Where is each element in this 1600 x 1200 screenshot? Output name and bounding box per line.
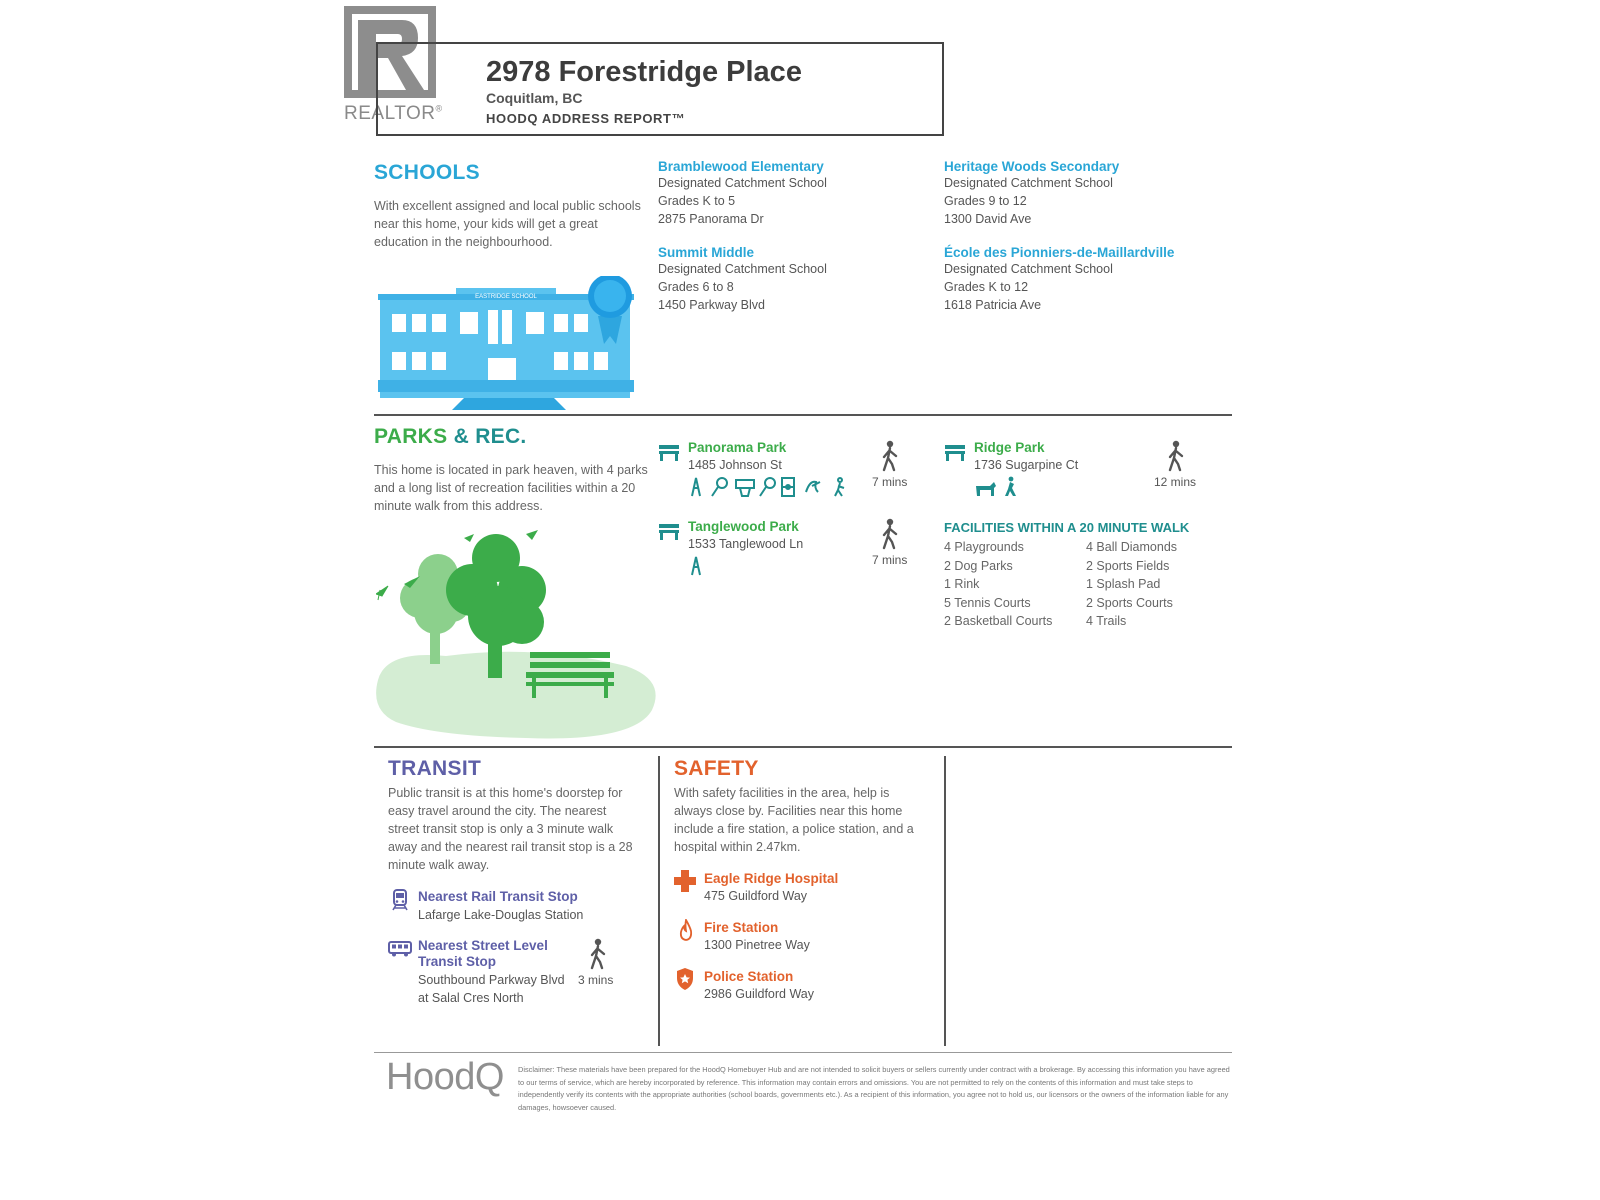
police-badge-icon (676, 968, 694, 990)
park-bench-icon (944, 443, 966, 461)
park-address: 1736 Sugarpine Ct (974, 458, 1079, 472)
train-icon (392, 889, 408, 911)
playground-icon (688, 555, 708, 577)
transit-heading: TRANSIT (388, 757, 482, 780)
list-item: 2 Dog Parks (944, 558, 1013, 573)
park-amenities-icons (974, 476, 1024, 498)
hospital-cross-icon (674, 870, 696, 892)
section-divider (374, 746, 1232, 748)
facilities-heading: FACILITIES WITHIN A 20 MINUTE WALK (944, 520, 1190, 535)
park-bench-icon (658, 522, 680, 540)
transit-description: Public transit is at this home's doorstep for easy travel around the city. The nearest street transit stop is only a 3 minute walk away and the nearest rail transit stop is a 28 minute walk away. (388, 786, 633, 872)
section-divider (374, 414, 1232, 416)
report-label: HOODQ ADDRESS REPORT™ (486, 111, 686, 126)
school-name-link[interactable]: Bramblewood Elementary (658, 159, 824, 174)
fire-flame-icon (678, 919, 694, 941)
list-item: 2 Sports Fields (1086, 558, 1170, 573)
park-bench-icon (658, 443, 680, 461)
walking-person-icon (1166, 440, 1186, 472)
safety-heading: SAFETY (674, 757, 759, 780)
street-stop-address: Southbound Parkway Blvd at Salal Cres North (418, 973, 565, 1005)
walk-time: 12 mins (1154, 475, 1197, 489)
rail-stop-title[interactable]: Nearest Rail Transit Stop (418, 889, 578, 904)
tennis-icon (712, 478, 727, 496)
realtor-wordmark: REALTOR® (344, 103, 443, 124)
bus-icon (388, 941, 412, 957)
walking-person-icon (880, 518, 900, 550)
list-item: 1 Splash Pad (1086, 577, 1161, 591)
footer-divider (374, 1052, 1232, 1053)
school-name-link[interactable]: École des Pionniers-de-Maillardville (944, 245, 1175, 260)
page-title: 2978 Forestridge Place (486, 56, 802, 88)
park-name-link[interactable]: Panorama Park (688, 440, 787, 455)
list-item: 4 Ball Diamonds (1086, 540, 1178, 554)
walk-time: 7 mins (872, 475, 908, 489)
walk-time: 3 mins (578, 973, 614, 987)
parks-heading: PARKS & REC. (374, 425, 527, 448)
school-name-link[interactable]: Summit Middle (658, 245, 755, 260)
trail-icon (1005, 477, 1016, 496)
walking-person-icon (880, 440, 900, 472)
trail-icon (835, 478, 844, 496)
disclaimer-text: Disclaimer: These materials have been prepared for the HoodQ Homebuyer Hub and are not intended to solicit buyers or sellers currently under contract with a brokerage. By accessing this information you have agreed to our terms of service, which are hereby incorporated by reference. This information may contain errors and omissions. You are not permitted to rely on the contents of this information and must take steps to independently verify its contents with the appropriate authorities (school boards, governments etc.). As a recipient of this information, you agree not to hold us, our licensors or the owners of the information liable for any damages, howsoever caused. (518, 1065, 1230, 1112)
list-item: 4 Playgrounds (944, 540, 1024, 554)
fire-station-address: 1300 Pinetree Way (704, 938, 810, 952)
list-item: 4 Trails (1086, 614, 1127, 628)
park-name-link[interactable]: Tanglewood Park (688, 519, 799, 534)
police-station-address: 2986 Guildford Way (704, 987, 815, 1001)
basketball-icon (736, 480, 754, 496)
fire-station-name[interactable]: Fire Station (704, 920, 779, 935)
schools-description: With excellent assigned and local public schools near this home, your kids will get a great education in the neighbourhood. (374, 199, 641, 249)
rail-stop-address: Lafarge Lake-Douglas Station (418, 908, 584, 922)
school-item: Bramblewood Elementary Designated Catchment School Grades K to 5 2875 Panorama Dr (658, 159, 827, 226)
ball-diamond-icon (760, 478, 775, 496)
hospital-name[interactable]: Eagle Ridge Hospital (704, 871, 839, 886)
playground-icon (692, 478, 700, 496)
hospital-address: 475 Guildford Way (704, 889, 808, 903)
column-divider (944, 756, 946, 1046)
walk-time: 7 mins (872, 553, 908, 567)
school-building-label: EASTRIDGE SCHOOL (475, 294, 537, 300)
park-name-link[interactable]: Ridge Park (974, 440, 1045, 455)
school-building-illustration (378, 276, 650, 410)
school-item: Heritage Woods Secondary Designated Catchment School Grades 9 to 12 1300 David Ave (944, 159, 1120, 226)
facilities-list-left (944, 538, 1052, 631)
school-item: Summit Middle Designated Catchment School Grades 6 to 8 1450 Parkway Blvd (658, 245, 827, 312)
list-item: 2 Sports Courts (1086, 595, 1173, 610)
sports-field-icon (782, 478, 794, 496)
school-item: École des Pionniers-de-Maillardville Designated Catchment School Grades K to 12 1618 Patricia Ave (944, 245, 1175, 312)
parks-description: This home is located in park heaven, with 4 parks and a long list of recreation facilities within a 20 minute walk from this address. (374, 463, 648, 513)
list-item: 5 Tennis Courts (944, 595, 1031, 610)
hoodq-logo: HoodQ (386, 1056, 504, 1098)
city-label: Coquitlam, BC (486, 90, 583, 106)
school-name-link[interactable]: Heritage Woods Secondary (944, 159, 1120, 174)
park-address: 1485 Johnson St (688, 458, 782, 472)
walking-person-icon (588, 938, 608, 970)
column-divider (658, 756, 660, 1046)
list-item: 1 Rink (944, 577, 980, 591)
dog-park-icon (976, 482, 996, 496)
facilities-list-right (1086, 538, 1177, 631)
street-stop-title[interactable]: Nearest Street Level Transit Stop (418, 938, 548, 969)
park-amenities-icons (688, 476, 858, 498)
park-trees-illustration (376, 530, 660, 742)
police-station-name[interactable]: Police Station (704, 969, 794, 984)
list-item: 2 Basketball Courts (944, 614, 1053, 628)
dog-park-icon (806, 482, 820, 492)
schools-heading: SCHOOLS (374, 161, 480, 184)
park-address: 1533 Tanglewood Ln (688, 537, 804, 551)
safety-description: With safety facilities in the area, help is always close by. Facilities near this home include a fire station, a police station, and a hospital within 2.47km. (674, 786, 914, 854)
